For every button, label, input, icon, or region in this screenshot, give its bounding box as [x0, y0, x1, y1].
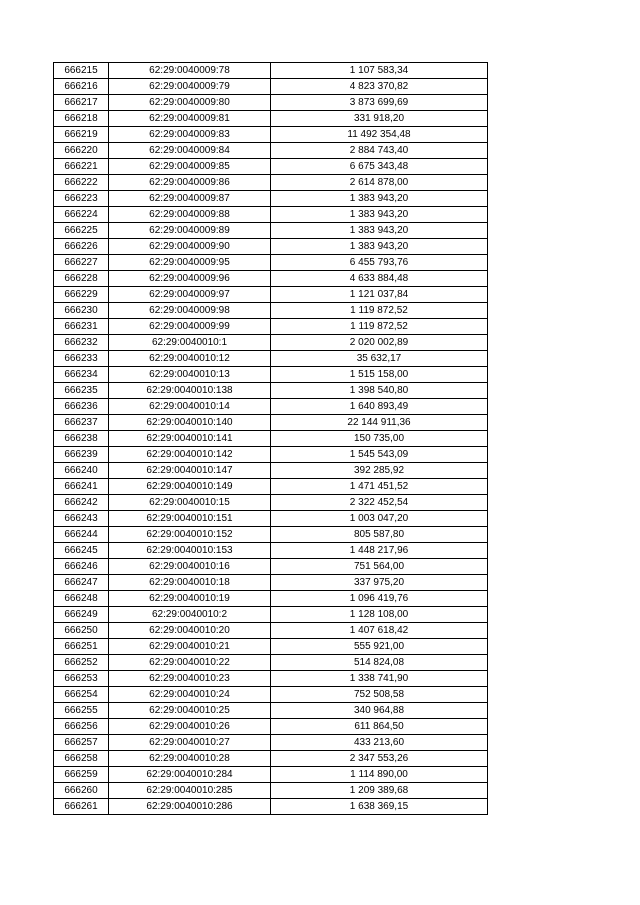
table-row: [54, 447, 488, 463]
cadastral-value-cell: 1 119 872,52: [271, 303, 488, 319]
table-row: [54, 495, 488, 511]
cadastral-number-cell: 62:29:0040010:15: [109, 495, 271, 511]
cadastral-number-cell: 62:29:0040009:84: [109, 143, 271, 159]
cadastral-value-cell: 6 675 343,48: [271, 159, 488, 175]
row-id-cell: 666255: [54, 703, 109, 719]
table-row: [54, 783, 488, 799]
cadastral-value-cell: 514 824,08: [271, 655, 488, 671]
cadastral-number-cell: 62:29:0040009:96: [109, 271, 271, 287]
cadastral-number-cell: 62:29:0040010:21: [109, 639, 271, 655]
cadastral-number-cell: 62:29:0040010:24: [109, 687, 271, 703]
cadastral-value-cell: 340 964,88: [271, 703, 488, 719]
table-row: [54, 287, 488, 303]
table-row: [54, 623, 488, 639]
table-row: [54, 591, 488, 607]
table-row: [54, 335, 488, 351]
cadastral-value-cell: 2 322 452,54: [271, 495, 488, 511]
row-id-cell: 666231: [54, 319, 109, 335]
cadastral-value-cell: 611 864,50: [271, 719, 488, 735]
table-row: [54, 111, 488, 127]
table-row: [54, 271, 488, 287]
row-id-cell: 666249: [54, 607, 109, 623]
cadastral-value-cell: 1 545 543,09: [271, 447, 488, 463]
row-id-cell: 666240: [54, 463, 109, 479]
table-row: [54, 351, 488, 367]
cadastral-value-table: [53, 62, 488, 815]
table-row: [54, 431, 488, 447]
cadastral-value-cell: 2 347 553,26: [271, 751, 488, 767]
cadastral-value-cell: 1 407 618,42: [271, 623, 488, 639]
cadastral-number-cell: 62:29:0040009:86: [109, 175, 271, 191]
row-id-cell: 666254: [54, 687, 109, 703]
cadastral-value-cell: 11 492 354,48: [271, 127, 488, 143]
cadastral-number-cell: 62:29:0040009:78: [109, 63, 271, 79]
row-id-cell: 666245: [54, 543, 109, 559]
cadastral-value-cell: 4 633 884,48: [271, 271, 488, 287]
table-row: [54, 207, 488, 223]
row-id-cell: 666228: [54, 271, 109, 287]
row-id-cell: 666258: [54, 751, 109, 767]
cadastral-value-cell: 22 144 911,36: [271, 415, 488, 431]
row-id-cell: 666243: [54, 511, 109, 527]
table-row: [54, 687, 488, 703]
cadastral-number-cell: 62:29:0040010:18: [109, 575, 271, 591]
cadastral-number-cell: 62:29:0040010:19: [109, 591, 271, 607]
cadastral-number-cell: 62:29:0040010:138: [109, 383, 271, 399]
cadastral-value-cell: 433 213,60: [271, 735, 488, 751]
table-row: [54, 63, 488, 79]
table-row: [54, 559, 488, 575]
cadastral-number-cell: 62:29:0040010:27: [109, 735, 271, 751]
table-row: [54, 751, 488, 767]
row-id-cell: 666238: [54, 431, 109, 447]
cadastral-number-cell: 62:29:0040009:88: [109, 207, 271, 223]
row-id-cell: 666257: [54, 735, 109, 751]
row-id-cell: 666221: [54, 159, 109, 175]
table-row: [54, 143, 488, 159]
table-row: [54, 399, 488, 415]
cadastral-number-cell: 62:29:0040009:99: [109, 319, 271, 335]
row-id-cell: 666236: [54, 399, 109, 415]
cadastral-number-cell: 62:29:0040010:149: [109, 479, 271, 495]
table-row: [54, 175, 488, 191]
cadastral-value-cell: 337 975,20: [271, 575, 488, 591]
cadastral-value-cell: 1 114 890,00: [271, 767, 488, 783]
cadastral-number-cell: 62:29:0040009:97: [109, 287, 271, 303]
cadastral-number-cell: 62:29:0040009:85: [109, 159, 271, 175]
cadastral-value-cell: 392 285,92: [271, 463, 488, 479]
cadastral-number-cell: 62:29:0040009:95: [109, 255, 271, 271]
table-body: [54, 63, 488, 815]
table-row: [54, 127, 488, 143]
cadastral-number-cell: 62:29:0040010:23: [109, 671, 271, 687]
cadastral-value-cell: 1 338 741,90: [271, 671, 488, 687]
cadastral-value-cell: 752 508,58: [271, 687, 488, 703]
table-row: [54, 463, 488, 479]
row-id-cell: 666242: [54, 495, 109, 511]
row-id-cell: 666235: [54, 383, 109, 399]
table-row: [54, 415, 488, 431]
cadastral-value-cell: 1 003 047,20: [271, 511, 488, 527]
cadastral-value-cell: 1 398 540,80: [271, 383, 488, 399]
cadastral-number-cell: 62:29:0040010:1: [109, 335, 271, 351]
cadastral-value-cell: 3 873 699,69: [271, 95, 488, 111]
cadastral-value-cell: 1 128 108,00: [271, 607, 488, 623]
cadastral-number-cell: 62:29:0040010:153: [109, 543, 271, 559]
table-row: [54, 479, 488, 495]
row-id-cell: 666241: [54, 479, 109, 495]
cadastral-value-cell: 1 383 943,20: [271, 239, 488, 255]
cadastral-number-cell: 62:29:0040009:79: [109, 79, 271, 95]
cadastral-value-cell: 1 107 583,34: [271, 63, 488, 79]
table-row: [54, 95, 488, 111]
table-row: [54, 543, 488, 559]
cadastral-number-cell: 62:29:0040010:16: [109, 559, 271, 575]
row-id-cell: 666252: [54, 655, 109, 671]
cadastral-number-cell: 62:29:0040009:80: [109, 95, 271, 111]
table-row: [54, 239, 488, 255]
cadastral-value-cell: 1 121 037,84: [271, 287, 488, 303]
cadastral-number-cell: 62:29:0040010:22: [109, 655, 271, 671]
cadastral-number-cell: 62:29:0040009:81: [109, 111, 271, 127]
table-row: [54, 735, 488, 751]
row-id-cell: 666237: [54, 415, 109, 431]
cadastral-value-cell: 1 119 872,52: [271, 319, 488, 335]
table-row: [54, 671, 488, 687]
table-row: [54, 719, 488, 735]
cadastral-number-cell: 62:29:0040009:87: [109, 191, 271, 207]
row-id-cell: 666224: [54, 207, 109, 223]
row-id-cell: 666244: [54, 527, 109, 543]
row-id-cell: 666223: [54, 191, 109, 207]
table-row: [54, 575, 488, 591]
row-id-cell: 666229: [54, 287, 109, 303]
cadastral-number-cell: 62:29:0040009:83: [109, 127, 271, 143]
cadastral-value-cell: 2 614 878,00: [271, 175, 488, 191]
cadastral-value-cell: 1 383 943,20: [271, 207, 488, 223]
table-row: [54, 639, 488, 655]
cadastral-number-cell: 62:29:0040009:89: [109, 223, 271, 239]
row-id-cell: 666239: [54, 447, 109, 463]
row-id-cell: 666260: [54, 783, 109, 799]
row-id-cell: 666225: [54, 223, 109, 239]
table-row: [54, 79, 488, 95]
cadastral-number-cell: 62:29:0040009:98: [109, 303, 271, 319]
cadastral-value-cell: 1 515 158,00: [271, 367, 488, 383]
cadastral-value-cell: 35 632,17: [271, 351, 488, 367]
row-id-cell: 666250: [54, 623, 109, 639]
row-id-cell: 666227: [54, 255, 109, 271]
cadastral-value-cell: 1 638 369,15: [271, 799, 488, 815]
cadastral-number-cell: 62:29:0040010:140: [109, 415, 271, 431]
row-id-cell: 666248: [54, 591, 109, 607]
cadastral-value-cell: 805 587,80: [271, 527, 488, 543]
cadastral-value-cell: 2 884 743,40: [271, 143, 488, 159]
cadastral-value-cell: 1 640 893,49: [271, 399, 488, 415]
row-id-cell: 666253: [54, 671, 109, 687]
cadastral-value-cell: 1 209 389,68: [271, 783, 488, 799]
cadastral-number-cell: 62:29:0040010:2: [109, 607, 271, 623]
row-id-cell: 666216: [54, 79, 109, 95]
cadastral-value-cell: 2 020 002,89: [271, 335, 488, 351]
table-row: [54, 191, 488, 207]
row-id-cell: 666232: [54, 335, 109, 351]
row-id-cell: 666222: [54, 175, 109, 191]
table-row: [54, 367, 488, 383]
cadastral-number-cell: 62:29:0040010:28: [109, 751, 271, 767]
table-row: [54, 303, 488, 319]
cadastral-number-cell: 62:29:0040010:25: [109, 703, 271, 719]
cadastral-number-cell: 62:29:0040010:12: [109, 351, 271, 367]
row-id-cell: 666233: [54, 351, 109, 367]
cadastral-number-cell: 62:29:0040009:90: [109, 239, 271, 255]
row-id-cell: 666247: [54, 575, 109, 591]
cadastral-value-cell: 1 383 943,20: [271, 223, 488, 239]
table-row: [54, 767, 488, 783]
cadastral-value-cell: 1 448 217,96: [271, 543, 488, 559]
row-id-cell: 666256: [54, 719, 109, 735]
row-id-cell: 666251: [54, 639, 109, 655]
cadastral-number-cell: 62:29:0040010:20: [109, 623, 271, 639]
cadastral-number-cell: 62:29:0040010:284: [109, 767, 271, 783]
cadastral-value-cell: 751 564,00: [271, 559, 488, 575]
table-row: [54, 255, 488, 271]
cadastral-number-cell: 62:29:0040010:13: [109, 367, 271, 383]
table-row: [54, 703, 488, 719]
row-id-cell: 666259: [54, 767, 109, 783]
cadastral-number-cell: 62:29:0040010:26: [109, 719, 271, 735]
cadastral-value-cell: 331 918,20: [271, 111, 488, 127]
cadastral-number-cell: 62:29:0040010:14: [109, 399, 271, 415]
cadastral-value-cell: 6 455 793,76: [271, 255, 488, 271]
table-row: [54, 511, 488, 527]
row-id-cell: 666230: [54, 303, 109, 319]
table-row: [54, 799, 488, 815]
row-id-cell: 666261: [54, 799, 109, 815]
row-id-cell: 666219: [54, 127, 109, 143]
cadastral-number-cell: 62:29:0040010:152: [109, 527, 271, 543]
table-row: [54, 159, 488, 175]
cadastral-number-cell: 62:29:0040010:151: [109, 511, 271, 527]
table-row: [54, 655, 488, 671]
cadastral-number-cell: 62:29:0040010:142: [109, 447, 271, 463]
cadastral-number-cell: 62:29:0040010:285: [109, 783, 271, 799]
cadastral-number-cell: 62:29:0040010:286: [109, 799, 271, 815]
cadastral-value-cell: 150 735,00: [271, 431, 488, 447]
row-id-cell: 666217: [54, 95, 109, 111]
cadastral-number-cell: 62:29:0040010:147: [109, 463, 271, 479]
row-id-cell: 666226: [54, 239, 109, 255]
cadastral-value-cell: 1 471 451,52: [271, 479, 488, 495]
cadastral-value-cell: 4 823 370,82: [271, 79, 488, 95]
table-row: [54, 223, 488, 239]
row-id-cell: 666246: [54, 559, 109, 575]
row-id-cell: 666234: [54, 367, 109, 383]
cadastral-value-cell: 555 921,00: [271, 639, 488, 655]
cadastral-value-cell: 1 383 943,20: [271, 191, 488, 207]
row-id-cell: 666218: [54, 111, 109, 127]
table-row: [54, 319, 488, 335]
row-id-cell: 666215: [54, 63, 109, 79]
table-row: [54, 527, 488, 543]
table-row: [54, 383, 488, 399]
table-row: [54, 607, 488, 623]
cadastral-value-cell: 1 096 419,76: [271, 591, 488, 607]
cadastral-number-cell: 62:29:0040010:141: [109, 431, 271, 447]
row-id-cell: 666220: [54, 143, 109, 159]
